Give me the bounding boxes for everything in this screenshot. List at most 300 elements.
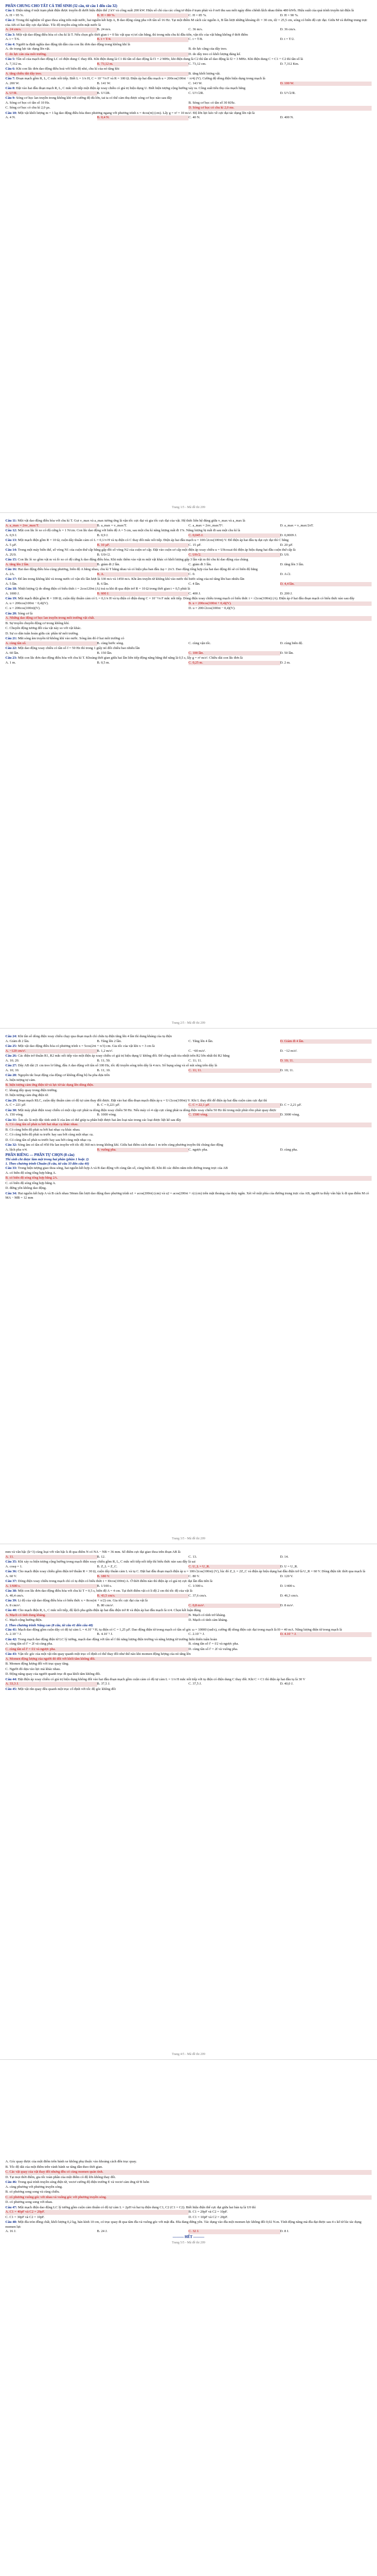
question-text: Khi xảy ra hiện tượng cộng hưởng trong mạch điện xoay chiều gồm R, L, C mắc nối tiếp nối tiếp thì biểu thức nào sau đây là sai <box>18 1560 196 1564</box>
answer-option[interactable]: B. H = 80 %. <box>97 13 189 18</box>
answer-option[interactable]: D. C = 2,21 µF. <box>280 1103 302 1107</box>
answer-option[interactable]: C. cùng vận tốc. <box>188 641 211 645</box>
answer-option[interactable]: D. u = 200√2cos(100πt − 0,4)(V). <box>188 606 235 610</box>
answer-option[interactable]: A. 5 lần. <box>5 582 18 586</box>
answer-options <box>5 1672 372 1677</box>
answer-options <box>5 1181 372 1186</box>
question <box>5 1118 372 1123</box>
answer-options <box>5 572 372 577</box>
question-text: Hai nguồn kết hợp A và B cách nhau 50mm lần lượt dao động theo phương trình u1 = acos(200πt) (cm) và u2 = acos(200πt + π) (cm) trên mặt thoáng của thủy ngân. Xét về một phía của đường trung trực của AB, người ta thấy vân bậc k đi qua điểm M có MA − MB = 12 mm <box>5 1191 369 1200</box>
answer-option[interactable]: B. U²/2R. <box>97 91 111 95</box>
answer-option[interactable]: B. Sóng cơ học có tần số 30 KHz. <box>188 100 235 105</box>
answer-option[interactable]: D. a_max = v_max/2πT. <box>280 523 314 528</box>
question <box>5 612 372 617</box>
answer-option[interactable]: B. u = 200cos(100πt + 0,4)(V). <box>188 601 372 606</box>
answer-option[interactable]: D. 120 V. <box>280 1574 293 1578</box>
answer-option[interactable]: A. 8 cm/s². <box>5 1603 21 1607</box>
question-number: Câu 35: <box>5 1560 17 1564</box>
answer-option[interactable]: B. Sự truyền chuyển động cơ trong không khí. <box>5 621 70 625</box>
answer-option[interactable]: D. 3000 vòng. <box>280 1113 300 1117</box>
answer-option[interactable]: B. cùng bước sóng. <box>97 641 124 645</box>
answer-option[interactable]: A. cosφ = 1. <box>5 1564 23 1568</box>
answer-options <box>5 1093 372 1098</box>
answer-option[interactable]: C. 11; 11. <box>188 1058 202 1063</box>
question-text: Một mạch điện gồm R = 100 Ω, cuộn dây thuần cảm có L = 0,1/π H và tụ điện có điện dung C = 10⁻³/π F mắc nối tiếp. Dòng điện xoay chiều trong mạch có biểu thức i = √2cos(100πt) (A). Điện áp ở hai đầu đoạn mạch có biểu thức nào sau đây <box>18 597 355 600</box>
question <box>5 1099 372 1104</box>
answer-option[interactable]: D. 46,3 cm/s. <box>280 1593 299 1598</box>
answer-option[interactable]: C. 100 lần. <box>188 651 280 656</box>
question-text: Khi con lắc đơn dao động điều hoà với biên độ nhỏ, chu kì của nó tăng khi <box>16 67 119 71</box>
answer-option[interactable]: C. 0,045 J. <box>188 533 280 538</box>
answer-option[interactable]: D. 8 J. <box>280 2229 290 2233</box>
question-number: Câu 30: <box>5 1108 17 1112</box>
question <box>5 77 372 82</box>
answer-option[interactable]: A. 150 vòng. <box>5 1113 24 1117</box>
question <box>5 2180 372 2185</box>
answer-options <box>5 47 372 52</box>
answer-option[interactable]: D. U0. <box>280 552 290 557</box>
question-text: Một mạch điện dao động LC lý tưởng gồm cuộn cảm thuần có độ tự cảm L = 2µH và hai tụ điện dung C1, C2 (C1 = C2). Biết hiệu điện thế cực đại giữa hai bản tụ là U0 thì <box>18 2205 256 2209</box>
answer-option[interactable]: D. Sóng cơ học có chu kì 2,0 ms. <box>188 106 372 111</box>
answer-option[interactable]: D. tăng lên 3 lần. <box>280 562 304 566</box>
answer-option[interactable]: D. 7,312 Km. <box>280 62 299 66</box>
answer-option[interactable]: B. Z_L = Z_C. <box>97 1564 118 1568</box>
answer-option[interactable]: B. do lực căng của dây treo. <box>188 47 227 51</box>
question-text: Trong thí nghiệm về giao thoa sóng trên mặt nước, hai nguồn kết hợp A, B dao động cùng pha với tần số 16 Hz. Tại một điểm M cách các nguồn A, B lần lượt những khoảng d1 = 30 cm, d2 = 25,5 cm, sóng có biên độ cực đại. Giữa M và đường trung trực của AB có hai dãy cực đại khác. Tốc độ truyền sóng trên mặt nước là <box>5 18 367 27</box>
answer-option[interactable]: B. hiện tượng cảm ứng điện từ và lực từ tác dụng lên dòng điện. <box>5 1083 372 1088</box>
answer-option[interactable]: A. cùng tần số. <box>5 641 97 646</box>
answer-option[interactable]: A. 10; 10. <box>5 1068 19 1072</box>
answer-option[interactable]: A. có biên độ sóng tổng hợp bằng A. <box>5 1171 56 1175</box>
answer-options <box>5 52 372 57</box>
answer-option[interactable]: D. có phương song song với nhau. <box>5 2200 53 2204</box>
answer-option[interactable]: C. 15 µF. <box>188 543 201 547</box>
answer-option[interactable]: B. 24 m/s. <box>97 28 111 31</box>
question-number: Câu 7: <box>5 77 16 80</box>
answer-option[interactable]: C. Chuyển động tương đối của vật này so với vật khác. <box>5 626 82 630</box>
answer-option[interactable]: B. Tăng lên 2 lần. <box>97 1039 122 1043</box>
answer-option[interactable]: B. có phương song song và cùng chiều. <box>5 2190 60 2194</box>
answer-option[interactable]: C. có phương vuông góc với nhau và vuông góc với phương truyền sóng. <box>5 2195 372 2200</box>
answer-options <box>5 592 372 597</box>
question-number: Câu 39: <box>5 1599 17 1603</box>
question-text: Đặt điện áp xoay chiều có giá trị hiệu dụng không đổi vào hai đầu đoạn mạch gồm cuộn cảm có độ tự cảm L = 1/π H mắc nối tiếp với tụ điện có điện dung C thay đổi. Khi C = C1 thì điện áp hai đầu tụ là 30 V <box>18 1677 306 1681</box>
exam-page <box>0 0 377 513</box>
answer-option[interactable]: B. Momen động lượng đối với trục quay tăng. <box>5 1662 69 1666</box>
answer-option[interactable]: D. Động năng quay của người quanh trục đi qua khối tâm không đổi. <box>5 1672 101 1676</box>
question-number: Câu 33: <box>5 1166 17 1170</box>
answer-option[interactable]: B. 73,12 m. <box>97 62 189 67</box>
answer-option[interactable]: C. khung dây quay trong điện trường. <box>5 1088 58 1092</box>
answer-options <box>5 2229 372 2234</box>
question-number: Câu 24: <box>5 1035 17 1038</box>
answer-option[interactable]: A. 2A. <box>5 572 15 576</box>
question-number: Câu 34: <box>5 1191 17 1195</box>
answer-option[interactable]: B. 180 V. <box>97 1574 189 1579</box>
answer-option[interactable]: A. tăng lên 2 lần. <box>5 563 97 567</box>
answer-option[interactable]: A. Momen động lượng của người đó đối với khối tâm không đổi. <box>5 1657 372 1662</box>
answer-option[interactable]: A. Những dao động cơ học lan truyền trong môi trường vật chất. <box>5 616 372 621</box>
answer-options <box>5 2195 372 2200</box>
question <box>5 529 372 533</box>
answer-option[interactable]: A. 200 W. <box>5 81 19 85</box>
answer-options <box>5 2175 372 2180</box>
answer-option[interactable]: D. 36 cm/s. <box>280 28 296 31</box>
final-questions <box>5 2160 372 2244</box>
question-text: Để âm trong không khí và trong nước có vận tốc lần lượt là 330 m/s và 1450 m/s. Khi âm truyền từ không khí vào nước thì bước sóng của nó tăng lên bao nhiêu lần <box>18 577 245 581</box>
answer-option[interactable]: B. vuông pha. <box>97 1148 189 1153</box>
question <box>5 558 372 563</box>
question-text: Nguyên tắc hoạt động của động cơ không đồng bộ ba pha dựa trên <box>18 1073 110 1077</box>
answer-option[interactable]: B. 24 J. <box>97 2229 108 2233</box>
answer-option[interactable]: A. a_max = 2πv_max/T. <box>5 524 97 529</box>
question-text: Một vật dao động điều hòa có phương trình x = 5cos(2πt + π/3) cm. Gia tốc của vật khi x = 3 cm là <box>18 1044 155 1048</box>
answer-option[interactable]: C. 400 J. <box>188 591 201 596</box>
answer-option[interactable]: B. A. <box>97 572 189 577</box>
question-number: Câu 10: <box>5 111 17 115</box>
answer-option[interactable]: B. 141 W. <box>97 81 111 85</box>
answer-option[interactable]: C. 36 m/s. <box>188 28 203 31</box>
answer-option[interactable]: C. Người đó dựa vào lực mà khác nhau. <box>5 1667 61 1671</box>
answer-option[interactable]: B. 0,5 m. <box>97 660 110 665</box>
answer-options <box>5 1148 372 1153</box>
answer-option[interactable]: C. 2.10⁻⁶ J. <box>188 1632 205 1636</box>
answer-option[interactable]: C. Tăng lên 4 lần. <box>188 1039 213 1043</box>
answer-option[interactable]: D. 0,0009 J. <box>280 533 297 537</box>
answer-option[interactable]: A. 4 N. <box>5 116 16 119</box>
answer-option[interactable]: A. 24 cm/s. <box>5 28 97 32</box>
answer-option[interactable]: D. Sự co dãn tuần hoàn giữa các phần tử môi trường. <box>5 631 79 635</box>
question-text: Dòng điện xoay chiều trong mạch chỉ có tụ điện có biểu thức i = I0cos(100πt) A. Ở thời điểm nào thì điện áp có giá trị cực đại lần đầu tiên là <box>18 1579 213 1583</box>
answer-option[interactable]: A. u = 200cos(100πt − 0,4)(V). <box>5 601 49 605</box>
answer-option[interactable]: C. 4 lần. <box>188 582 200 586</box>
answer-option[interactable]: D. U²√2/R. <box>280 91 296 95</box>
answer-option[interactable]: D. cùng pha. <box>280 1147 298 1152</box>
answer-option[interactable]: B. 600 J. <box>97 592 189 597</box>
answer-options <box>5 582 372 587</box>
answer-option[interactable]: D. Mạch có tính cảm kháng. <box>188 1618 228 1622</box>
answer-option[interactable]: C. 0,25 m. <box>188 661 280 666</box>
question <box>5 1589 372 1594</box>
question <box>5 587 372 592</box>
answer-option[interactable]: C. 80 V. <box>188 1574 200 1578</box>
answer-option[interactable]: C. Có cùng biên độ phát ra trước hay sau bởi cùng một nhạc cụ. <box>5 1133 94 1137</box>
answer-option[interactable]: A. 1000 J. <box>5 591 20 596</box>
answer-option[interactable]: B. Mạch có tính trở kháng. <box>188 1613 226 1617</box>
answer-options <box>5 82 372 86</box>
answer-option[interactable]: D. H = 90 %. <box>280 13 299 17</box>
page-footer: Trang 2/5 - Mã đề thi 209 <box>172 1022 205 1025</box>
answer-option[interactable]: D. 10; 11. <box>280 1068 294 1072</box>
answer-options <box>5 1039 372 1044</box>
answer-option[interactable]: A. t = T/6. <box>5 37 20 41</box>
answer-option[interactable]: D. A√2. <box>280 572 291 576</box>
answer-option[interactable]: C. U_L = U_R. <box>188 1565 280 1570</box>
answer-option[interactable]: C. a_max = 2πv_max/T². <box>188 523 224 528</box>
question-text: Tần số của mạch dao động LC có điện dung C thay đổi. Khi điện dung là C1 thì tần số dao động là f1 = 2 MHz, khi điện dung là C2 thì tần số dao động là f2 = 3 MHz. Khi điện dung C = C1 + C2 thì tần số là <box>16 57 303 61</box>
answer-option[interactable]: A. 10; 20. <box>5 1058 19 1063</box>
question-text: Một vật khối lượng m = 1 kg dao động điều hòa theo phương ngang với phương trình x = 4cos(πt) (cm). Lấy g = π² = 10 m/s². Độ lớn lực kéo về cực đại tác dụng lên vật là <box>18 111 255 115</box>
answer-option[interactable]: A. do trọng lực tác dụng lên vật. <box>5 47 50 51</box>
answer-option[interactable]: D. 40,0 J. <box>280 1682 294 1686</box>
answer-options <box>5 1078 372 1083</box>
answer-option[interactable]: B. 0,4 N. <box>97 116 189 120</box>
question-text: Trong quá trình truyền sóng điện từ, vectơ cường độ điện trường E và vectơ cảm ứng từ B luôn <box>17 2180 150 2184</box>
question-number: Câu 18: <box>5 587 17 591</box>
question <box>5 1108 372 1113</box>
answer-option[interactable]: C. Các vật quay của vật thay đổi nhưng đều có cùng momen quán tính. <box>5 2170 372 2175</box>
answer-options <box>5 1083 372 1088</box>
answer-option[interactable]: D. đứng yên không dao động. <box>5 1186 47 1190</box>
question-text: Một mạch điện gồm R = 10 Ω, cuộn dây thuần cảm có L = 0,1/π H và tụ điện có C thay đổi mắc nối tiếp. Điện áp hai đầu mạch u = 100√2cos(100πt) V. Để điện áp hai đầu tụ đạt cực đại thì C bằng <box>18 538 289 542</box>
answer-option[interactable]: A. 1 m. <box>5 660 16 665</box>
answer-option[interactable]: D. 4.10⁻⁶ J. <box>280 1632 372 1637</box>
question-number: Câu 27: <box>5 1064 17 1067</box>
answer-option[interactable]: A. lệch pha π/4. <box>5 1147 28 1152</box>
answer-options <box>5 1128 372 1133</box>
question-number: Câu 42: <box>5 1637 17 1641</box>
answer-option[interactable]: D. 14. <box>280 1554 289 1559</box>
answer-option[interactable]: C. C = 22,1 µF. <box>188 1103 280 1108</box>
answer-option[interactable]: D. 4,4 lần. <box>280 582 372 587</box>
answer-option[interactable]: D. 100 W. <box>280 82 372 86</box>
answer-option[interactable]: D. 200 J. <box>280 591 293 596</box>
answer-options <box>5 651 372 656</box>
answer-option[interactable]: A. Góc quay được của một điểm trên bánh xe không phụ thuộc vào khoảng cách đến trục quay. <box>5 2160 137 2163</box>
answer-option[interactable]: A. 33,3 J. <box>5 1682 97 1687</box>
answer-option[interactable]: C. H = 85 %. <box>188 13 207 17</box>
question-number: Câu 25: <box>5 1044 17 1048</box>
question <box>5 646 372 651</box>
answer-option[interactable]: A. cùng tần số f' = 2f và cùng pha. <box>5 1642 53 1646</box>
answer-option[interactable]: A. 5 µF. <box>5 543 17 547</box>
answer-option[interactable]: D. 1/400 s. <box>280 1584 295 1588</box>
answer-option[interactable]: C. 73,12 cm. <box>188 62 206 66</box>
answer-option[interactable]: B. 11; 10. <box>97 1068 111 1072</box>
answer-option[interactable]: A. 0,9 J. <box>5 533 17 537</box>
answer-options <box>5 661 372 666</box>
answer-option[interactable]: C. 37,5 J. <box>188 1682 202 1686</box>
answer-option[interactable]: D. Có cùng tần số phát ra trước hay sau bởi cùng một nhạc cụ. <box>5 1138 92 1142</box>
answer-option[interactable]: C. 32 J. <box>188 2229 280 2234</box>
answer-option[interactable]: A. 40,4 cm/s. <box>5 1593 24 1598</box>
question-number: Câu 21: <box>5 637 17 640</box>
answer-options <box>5 1584 372 1589</box>
answer-option[interactable]: B. 11; 50. <box>97 1058 111 1063</box>
answer-option[interactable]: C. 0. <box>188 572 196 576</box>
answer-option[interactable]: B. a_max = v_max/T. <box>97 523 127 528</box>
question-number: Câu 26: <box>5 1054 17 1058</box>
answer-option[interactable]: B. Tốc độ dài của một điểm trên vành bánh xe tăng dần theo thời gian. <box>5 2165 103 2169</box>
answer-options <box>5 1123 372 1127</box>
answer-option[interactable]: A. tăng chiều dài dây treo. <box>5 72 188 77</box>
subsection-title: 2. Theo chương trình Nâng cao (8 câu, từ câu 41 đến câu 48) <box>5 1623 93 1627</box>
answer-option[interactable]: B. 43,5 cm/s. <box>97 1594 189 1599</box>
answer-options <box>5 1138 372 1143</box>
answer-option[interactable]: A. Giảm đi 2 lần. <box>5 1039 30 1043</box>
answer-option[interactable]: D. do dây treo có khối lượng đáng kể. <box>188 52 241 56</box>
question-text: Một con lắc đơn dao động điều hòa với chu kì T. Khoảng thời gian giữa hai lần liên tiếp động năng bằng thế năng là 0,5 s, lấy g = π² m/s². Chiều dài con lắc đơn là <box>18 656 243 660</box>
question-text: Một vật dao động điều hòa với chu kì T. Gọi v_max và a_max tương ứng là vận tốc cực đại và gia tốc cực đại của vật. Hệ thức liên hệ đúng giữa v_max và a_max là <box>17 519 245 523</box>
answer-option[interactable]: B. t = T/4. <box>97 37 189 42</box>
answer-option[interactable]: C. 1500 vòng. <box>188 1113 280 1118</box>
page-footer: Trang 1/5 - Mã đề thi 209 <box>172 506 205 509</box>
answer-options <box>5 62 372 67</box>
answer-option[interactable]: A. hiện tượng tự cảm. <box>5 1078 36 1082</box>
answer-option[interactable]: C. 143 W. <box>188 81 203 85</box>
answer-option[interactable]: B. 12. <box>97 1554 105 1559</box>
answer-option[interactable]: B. 0,9 J. <box>97 533 109 537</box>
answer-option[interactable]: D. 20 µF. <box>280 543 293 547</box>
answer-option[interactable]: B. tăng khối lượng vật. <box>188 71 221 76</box>
answer-options <box>5 1059 372 1064</box>
answer-option[interactable]: C. −60 m/s². <box>188 1049 206 1053</box>
answer-option[interactable]: B. 80 cm/s². <box>97 1603 114 1607</box>
answer-option[interactable]: C. U²/√2R. <box>188 91 204 95</box>
answer-option[interactable]: A. 7,312 m. <box>5 62 22 66</box>
answer-option[interactable]: A. Sóng cơ học có tần số 10 Hz. <box>5 100 50 105</box>
answer-options <box>5 101 372 106</box>
answer-option[interactable]: A. 60 lần. <box>5 651 19 655</box>
answer-option[interactable]: C. C1 = 30pF và C2 = 10pF. <box>5 2215 45 2219</box>
answer-option[interactable]: D. 400 N. <box>280 116 294 119</box>
answer-option[interactable]: C. U0√2. <box>188 553 280 558</box>
answer-option[interactable]: C. Sóng cơ học có chu kì 2,0 µs. <box>5 106 51 110</box>
answer-options <box>5 1186 372 1191</box>
answer-option[interactable]: D. U = U_R. <box>280 1564 298 1568</box>
answer-option[interactable]: A. Mạch có tính dung kháng. <box>5 1613 188 1618</box>
question-number: Câu 31: <box>5 1118 17 1122</box>
answer-option[interactable]: A. 16 J. <box>5 2229 16 2233</box>
answer-options <box>5 1113 372 1118</box>
question-text: Một vật dao động điều hòa có chu kì là T. Nếu chọn gốc thời gian t = 0 lúc vật qua vị trí cân bằng, thì trong nửa chu kì đầu tiên, vận tốc của vật bằng không ở thời điểm <box>16 32 248 37</box>
answer-option[interactable]: C. u = 200cos(100πt)(V). <box>5 606 41 610</box>
answer-options <box>5 1176 372 1181</box>
answer-options <box>5 2200 372 2205</box>
answer-option[interactable]: A. cùng phương với phương truyền sóng. <box>5 2185 63 2189</box>
question-text: Một dao động xoay chiều có tần số f = 50 Hz thì trong 1 giây nó đổi chiều bao nhiêu lần <box>18 646 140 650</box>
question-number: Câu 45: <box>5 1687 17 1691</box>
answer-option[interactable]: B. 4.10⁻² J. <box>97 1632 113 1636</box>
answer-option[interactable]: A. −120 cm/s². <box>5 1049 97 1054</box>
answer-option[interactable]: D. t = T/2. <box>280 37 295 41</box>
answer-option[interactable]: D. 2 m. <box>280 660 291 665</box>
question-number: Câu 41: <box>5 1627 17 1632</box>
answer-option[interactable]: D. Tại mọi thời điểm, gia tốc toàn phần của một điểm có độ lớn không thay đổi. <box>5 2175 116 2179</box>
answer-option[interactable]: A. 60 V. <box>5 1574 17 1578</box>
answer-options <box>5 2165 372 2170</box>
answer-option[interactable]: B. 1000 vòng. <box>97 1113 117 1117</box>
answer-option[interactable]: B. 37,5 J. <box>97 1682 110 1686</box>
answer-option[interactable]: A. U²/R. <box>5 91 97 96</box>
answer-option[interactable]: B. 150 lần. <box>97 651 112 655</box>
answer-option[interactable]: B. 1/100 s. <box>97 1584 112 1588</box>
answer-option[interactable]: A. Có cùng tần số phát ra bởi hai nhạc cụ khác nhau. <box>5 1123 372 1127</box>
question-number: Câu 12: <box>5 529 17 532</box>
answer-options <box>5 1632 372 1637</box>
question <box>5 18 372 28</box>
answer-option[interactable]: D. hiện tượng cảm ứng điện từ. <box>5 1093 49 1097</box>
exam-page <box>0 1031 377 1544</box>
answer-option[interactable]: A. C = 221 µF. <box>5 1103 26 1107</box>
answer-option[interactable]: B. 10 µF. <box>97 543 189 548</box>
answer-option[interactable]: C. 11; 11. <box>188 1069 280 1073</box>
answer-option[interactable]: B. có biên độ sóng tổng hợp bằng 2A. <box>5 1176 372 1181</box>
question <box>5 637 372 641</box>
answer-options <box>5 37 372 42</box>
answer-options <box>5 1642 372 1647</box>
answer-options <box>5 116 372 120</box>
question-text: Sóng âm có tần số 450 Hz lan truyền với tốc độ 360 m/s trong không khí. Giữa hai điểm cách nhau 1 m trên cùng phương truyền thì chúng dao động <box>18 1143 224 1147</box>
answer-option[interactable]: D. 50 lần. <box>280 651 294 655</box>
answer-option[interactable]: C. Mạch cộng hưởng điện. <box>5 1618 43 1622</box>
answer-option[interactable]: A. C1 = 40pF và C2 = 20pF. <box>5 2210 188 2215</box>
question-number: Câu 20: <box>5 611 17 616</box>
answer-option[interactable]: D. 8 m/s². <box>280 1603 294 1607</box>
question-text: Một máy phát điện xoay chiều có một cặp cực phát ra dòng điện xoay chiều 50 Hz. Nếu máy có 4 cặp cực cùng phát ra dòng điện xoay chiều 50 Hz thì trong một phút rôto phải quay được <box>18 1108 277 1112</box>
answer-option[interactable]: B. cùng tần số f' = f/2 và ngược pha. <box>188 1642 239 1646</box>
answer-option[interactable]: D. cùng tần số f' = 2f và vuông pha. <box>188 1647 238 1651</box>
answer-option[interactable]: C. giảm đi 3 lần. <box>188 562 212 566</box>
answer-option[interactable]: C. 0,8 m/s². <box>188 1604 280 1608</box>
answer-options <box>5 2185 372 2190</box>
question-text: Trong một máy biến thế, số vòng N1 của cuộn thứ cấp bằng gấp đôi số vòng N2 của cuộn sơ cấp. Đặt vào cuộn sơ cấp một điện áp xoay chiều u = U0cosωt thì điện áp hiệu dụng hai đầu cuộn thứ cấp là <box>17 548 296 552</box>
answer-option[interactable]: A. 11. <box>5 1555 97 1560</box>
answer-option[interactable]: B. Có cùng biên độ phát ra bởi hai nhạc cụ khác nhau. <box>5 1127 80 1132</box>
answer-option[interactable]: D. 10; 11. <box>280 1059 372 1064</box>
answer-option[interactable]: D. −12 m/s². <box>280 1049 298 1053</box>
section-title: PHẦN RIÊNG — PHẦN TỰ CHỌN (8 câu) <box>5 1153 75 1157</box>
answer-option[interactable]: A. 1/600 s. <box>5 1584 97 1589</box>
answer-option[interactable]: A. 2.10⁻² J. <box>5 1632 22 1636</box>
question <box>5 33 372 38</box>
question-number: Câu 23: <box>5 656 17 660</box>
answer-option[interactable]: C. do lực cản của môi trường. <box>5 52 188 57</box>
question-text: Một đĩa tròn đồng chất, khối lượng 0,2 kg, bán kính 10 cm, có trục quay đi qua tâm đĩa và vuông góc với mặt đĩa. Đĩa đang đứng yên. Tác dụng vào đĩa một momen lực không đổi 0,02 N.m. Tính động năng mà đĩa đạt được sau 4 s kể từ lúc tác dụng momen lực <box>5 2220 362 2229</box>
answer-options <box>5 1662 372 1667</box>
question-text: Vận tốc góc của một vật rắn quay quanh một trục cố định có thể thay đổi như thế nào khi momen động lượng của nó tăng lên <box>17 1652 191 1656</box>
question-text: Nhiệt lượng Q do dòng điện có biểu thức i = 2cos120πt (A) toả ra khi đi qua điện trở R = 10 Ω trong thời gian t = 0,5 phút là <box>18 587 190 591</box>
answer-option[interactable]: A. 2U0. <box>5 552 17 557</box>
answer-options <box>5 1555 372 1560</box>
question-number: Câu 2: <box>5 18 16 22</box>
answer-option[interactable]: C. 37,6 cm/s. <box>188 1593 207 1598</box>
page-footer: Trang 4/5 - Mã đề thi 209 <box>172 2053 205 2056</box>
answer-option[interactable]: B. 6 lần. <box>97 582 109 586</box>
answer-option[interactable]: C. có biên độ sóng tổng hợp bằng A. <box>5 1181 56 1185</box>
answer-option[interactable]: B. C1 = 20pF và C2 = 10pF. <box>188 2210 228 2214</box>
answer-option[interactable]: B. 1,2 m/s². <box>97 1049 113 1053</box>
answer-option[interactable]: C. ngược pha. <box>188 1147 208 1152</box>
answer-option[interactable]: B. U0/√2. <box>97 552 111 557</box>
question-text: Một vật rắn quay đều quanh một trục cố định với tốc độ góc không đổi <box>18 1687 116 1691</box>
answer-option[interactable]: C. t = T/8. <box>188 37 203 41</box>
answer-options <box>5 543 372 548</box>
answer-option[interactable]: A. H = 95 %. <box>5 13 24 17</box>
answer-option[interactable]: D. C1 = 10pF và C2 = 20pF. <box>188 2215 228 2219</box>
question <box>5 567 372 572</box>
answer-option[interactable]: B. C = 0,221 µF. <box>97 1103 120 1107</box>
answer-option[interactable]: C. cùng tần số f' = f/2 và ngược pha. <box>5 1647 188 1652</box>
question <box>5 1628 372 1633</box>
answer-option[interactable]: B. giảm đi 2 lần. <box>97 562 120 566</box>
answer-option[interactable]: D. cùng biên độ. <box>280 641 303 645</box>
answer-option[interactable]: C. 40 N. <box>188 116 200 119</box>
question-number: Câu 28: <box>5 1073 17 1077</box>
answer-option[interactable]: D. Giảm đi 4 lần. <box>280 1039 372 1044</box>
answer-option[interactable]: C. 1/300 s. <box>188 1584 204 1588</box>
answer-option[interactable]: C. 13. <box>188 1554 197 1559</box>
